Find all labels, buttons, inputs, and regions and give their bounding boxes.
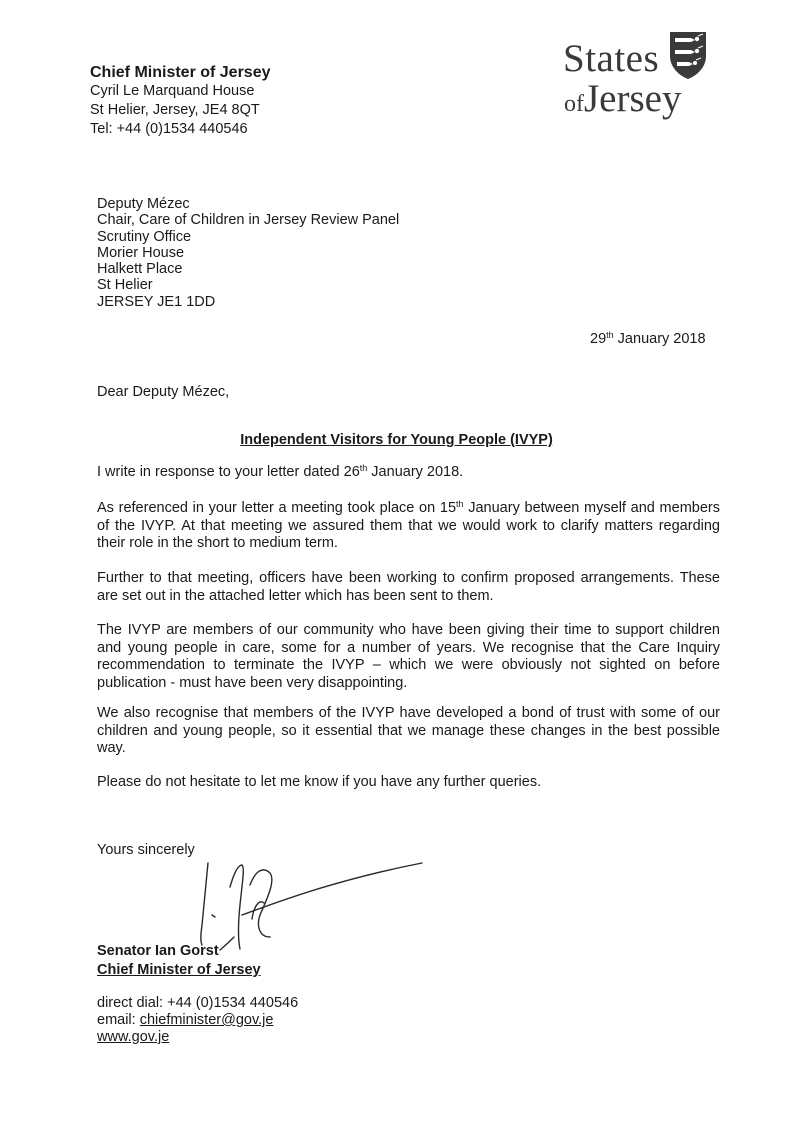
recipient-line: Morier House: [97, 244, 185, 261]
recipient-line: Chair, Care of Children in Jersey Review Panel: [97, 212, 400, 229]
website-link[interactable]: www.gov.je: [97, 1029, 170, 1045]
email-line: [97, 1012, 298, 1029]
recipient-address: [97, 196, 399, 310]
closing-phrase: Yours sincerely: [97, 842, 195, 858]
direct-dial: direct dial: +44 (0)1534 440546: [97, 995, 299, 1011]
logo-word-jersey: Jersey: [584, 77, 682, 120]
date-month-year: January 2018: [613, 331, 706, 347]
recipient-line: JERSEY JE1 1DD: [97, 293, 216, 310]
body-paragraph-3: Further to that meeting, officers have been working to confirm proposed arrangements. These are set out in the attached letter which has been sent to them.: [97, 570, 720, 604]
logo-word-of-jersey: [564, 76, 681, 121]
email-label: email:: [97, 1012, 140, 1028]
signatory-block: [97, 942, 261, 980]
p2-superscript: th: [456, 499, 464, 509]
body-paragraph-5: We also recognise that members of the IVYP have developed a bond of trust with some of our children and young people, so it essential that we manage these changes in the best possible way.: [97, 705, 720, 756]
signatory-title: Chief Minister of Jersey: [97, 962, 261, 978]
body-paragraph-6: Please do not hesitate to let me know if you have any further queries.: [97, 774, 542, 790]
p1-text-b: January 2018.: [367, 464, 464, 480]
sender-line-2: St Helier, Jersey, JE4 8QT: [90, 102, 260, 118]
p2-text-b: January between myself and members of the IVYP. At that meeting we assured them that we would work to clarify matters regarding their role in the short to medium term.: [97, 500, 720, 551]
date-day: 29: [590, 331, 607, 347]
letter-subject: Independent Visitors for Young People (IVYP): [240, 432, 553, 448]
jersey-shield-icon: [668, 30, 708, 80]
letter-date: [590, 330, 706, 347]
recipient-line: Halkett Place: [97, 261, 183, 278]
sender-telephone: Tel: +44 (0)1534 440546: [90, 121, 248, 137]
body-paragraph-4: The IVYP are members of our community who have been giving their time to support children and young people in care, some for a number of years. We recognise that the Care Inquiry recommendation to terminate the IVYP – which we were obviously not sighted on before publication - must have been very disappointing.: [97, 622, 720, 691]
p1-text-a: I write in response to your letter dated 26: [97, 464, 360, 480]
contact-details: [97, 995, 298, 1046]
handwritten-signature: [190, 845, 430, 955]
recipient-line: St Helier: [97, 277, 153, 294]
salutation: Dear Deputy Mézec,: [97, 384, 230, 400]
p1-superscript: th: [359, 463, 368, 473]
sender-name: Chief Minister of Jersey: [90, 64, 271, 81]
p2-text-a: As referenced in your letter a meeting took place on 15: [97, 500, 457, 516]
states-of-jersey-logo: [560, 30, 720, 126]
body-paragraph-1: [97, 464, 720, 482]
recipient-line: Deputy Mézec: [97, 196, 190, 212]
recipient-line: Scrutiny Office: [97, 228, 192, 245]
body-paragraph-2: [97, 500, 720, 553]
sender-line-1: Cyril Le Marquand House: [90, 83, 255, 99]
signatory-name: Senator Ian Gorst: [97, 943, 219, 959]
logo-word-of: of: [564, 91, 584, 117]
date-suffix: th: [606, 330, 614, 340]
sender-address: [90, 63, 271, 139]
logo-word-states: States: [563, 37, 660, 80]
email-link[interactable]: chiefminister@gov.je: [139, 1012, 274, 1028]
